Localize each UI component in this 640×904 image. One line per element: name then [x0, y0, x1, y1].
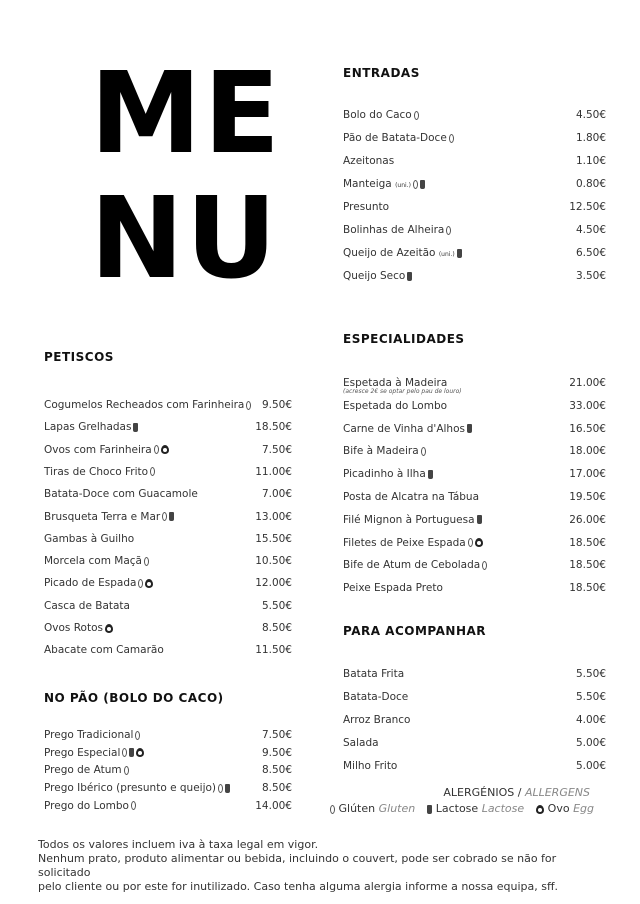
menu-item-price: 18.50€: [255, 421, 292, 434]
footer-line-1: Todos os valores incluem iva à taxa legal em vigor.: [38, 838, 319, 851]
menu-item-price: 17.00€: [569, 468, 606, 481]
menu-item-name: [44, 600, 130, 612]
gluten-icon: [135, 731, 140, 740]
menu-item-price: 9.50€: [261, 746, 292, 759]
section-petiscos: [44, 350, 292, 657]
menu-item: [44, 600, 292, 612]
menu-item-name-text: Tiras de Choco Frito: [44, 465, 149, 478]
menu-item: [44, 555, 292, 567]
gluten-icon: [413, 180, 418, 189]
menu-item-name-text: Espetada à Madeira: [343, 377, 448, 389]
menu-item: [44, 747, 292, 759]
menu-item: [343, 178, 606, 190]
section-para-acompanhar: [343, 624, 606, 772]
menu-item: [343, 224, 606, 236]
menu-item-name: [343, 423, 472, 435]
menu-item: [343, 491, 606, 503]
gluten-icon: [124, 766, 129, 775]
menu-item-name-text: Batata-Doce com Guacamole: [44, 488, 198, 501]
menu-item-name-text: Abacate com Camarão: [44, 644, 164, 657]
section-especialidades: [343, 332, 606, 595]
lactose-icon: [169, 512, 174, 521]
menu-item: [44, 729, 292, 741]
menu-item-name-text: Arroz Branco: [343, 714, 411, 726]
menu-item: [343, 691, 606, 703]
legend-items: [328, 802, 598, 815]
menu-item: [343, 155, 606, 167]
menu-item-name: [44, 729, 140, 741]
menu-item-name: [44, 800, 136, 812]
menu-item-name-text: Posta de Alcatra na Tábua: [343, 491, 480, 503]
menu-item-name: [343, 109, 419, 121]
menu-item-name: [44, 444, 169, 456]
menu-item-name: [343, 559, 487, 571]
menu-item-price: 5.50€: [575, 691, 606, 703]
menu-item: [44, 466, 292, 478]
menu-item-name-text: Carne de Vinha d'Alhos: [343, 422, 465, 435]
menu-item-name-text: Manteiga: [343, 178, 392, 190]
menu-item-name-text: Batata-Doce: [343, 691, 409, 703]
legend-lactose-pt: Lactose: [435, 802, 479, 815]
menu-item-name: [343, 714, 410, 726]
gluten-icon: [218, 784, 223, 793]
menu-item-price: 7.50€: [261, 443, 292, 456]
menu-item-note: (acresce 2€ se optar pelo pau de louro): [343, 388, 462, 395]
menu-item: [44, 577, 292, 589]
menu-item-name-text: Bolinhas de Alheira: [343, 224, 445, 236]
menu-item-price: 5.00€: [575, 760, 606, 772]
menu-item: [343, 247, 606, 259]
gluten-icon: [449, 134, 454, 143]
legend-gluten-en: Gluten: [378, 802, 416, 815]
menu-item-name: [44, 782, 230, 794]
menu-item-price: 10.50€: [255, 555, 292, 568]
lactose-icon: [477, 515, 482, 524]
menu-item-name-text: Ovos Rotos: [44, 622, 103, 634]
menu-item-name-text: Brusqueta Terra e Mar: [44, 510, 161, 523]
allergen-legend: [328, 786, 598, 815]
menu-item-name-text: Prego do Lombo: [44, 799, 129, 812]
footer-line-2: Nenhum prato, produto alimentar ou bebida, incluindo o couvert, pode ser cobrado se não for solicitado: [38, 852, 557, 879]
menu-item-name-text: Picadinho à Ilha: [343, 468, 426, 481]
menu-item-price: 7.00€: [261, 488, 292, 501]
section-title: PETISCOS: [44, 350, 114, 364]
lactose-icon: [428, 470, 433, 479]
menu-item-name: [343, 132, 454, 144]
menu-item-name-text: Azeitonas: [343, 155, 395, 167]
menu-item-name: [44, 466, 155, 478]
menu-item-price: 12.00€: [255, 577, 292, 590]
menu-item: [343, 201, 606, 213]
menu-item: [343, 559, 606, 571]
menu-item-name: [343, 377, 462, 395]
menu-item-name: [343, 201, 389, 213]
section-title: NO PÃO (BOLO DO CACO): [44, 691, 224, 705]
gluten-icon: [421, 447, 426, 456]
menu-item: [343, 400, 606, 412]
menu-item-price: 33.00€: [569, 399, 606, 412]
gluten-icon: [138, 579, 143, 588]
menu-item-name: [343, 760, 397, 772]
menu-item: [44, 488, 292, 500]
menu-item-unit: (uni.): [395, 182, 411, 189]
menu-item: [44, 511, 292, 523]
menu-item-name: [44, 747, 144, 759]
menu-item-name: [343, 737, 379, 749]
menu-item-price: 5.00€: [575, 737, 606, 749]
egg-icon: [475, 538, 483, 547]
menu-item-name: [343, 668, 404, 680]
menu-item-name-text: Bife à Madeira: [343, 445, 419, 458]
lactose-icon: [129, 748, 134, 757]
menu-item-name: [343, 155, 394, 167]
gluten-icon: [414, 111, 419, 120]
gluten-icon: [150, 467, 155, 476]
menu-item: [343, 714, 606, 726]
menu-item-name-text: Picado de Espada: [44, 577, 137, 590]
menu-item-price: 5.50€: [261, 599, 292, 612]
menu-item-name-text: Filé Mignon à Portuguesa: [343, 513, 475, 526]
menu-item-name-text: Prego Ibérico (presunto e queijo): [44, 782, 217, 795]
menu-item-price: 21.00€: [569, 377, 606, 389]
menu-item-name-text: Casca de Batata: [44, 599, 130, 612]
menu-item-name: [343, 400, 447, 412]
menu-item-name: [44, 555, 149, 567]
menu-item-price: 4.50€: [575, 224, 606, 236]
gluten-icon: [131, 801, 136, 810]
legend-lactose: [425, 802, 524, 815]
menu-item-price: 16.50€: [569, 422, 606, 435]
menu-title: [90, 49, 282, 304]
menu-item: [343, 668, 606, 680]
menu-item-name-text: Prego Especial: [44, 746, 121, 759]
legend-gluten-pt: Glúten: [338, 802, 376, 815]
menu-item-name-text: Bolo do Caco: [343, 109, 412, 121]
menu-item: [44, 800, 292, 812]
menu-item-name-text: Filetes de Peixe Espada: [343, 536, 466, 549]
menu-item-name-text: Gambas à Guilho: [44, 532, 135, 545]
menu-item: [343, 468, 606, 480]
menu-item-price: 18.50€: [569, 582, 606, 595]
menu-item-price: 18.50€: [569, 559, 606, 572]
menu-item: [343, 760, 606, 772]
menu-item: [44, 421, 292, 433]
gluten-icon: [144, 557, 149, 566]
legend-heading-sep: /: [514, 786, 525, 799]
menu-item-price: 13.00€: [255, 510, 292, 523]
menu-item-name: [343, 537, 483, 549]
menu-item-name-text: Lapas Grelhadas: [44, 421, 132, 434]
lactose-icon: [420, 180, 425, 189]
menu-item-name-text: Queijo de Azeitão: [343, 247, 436, 259]
menu-item: [44, 782, 292, 794]
lactose-icon: [467, 424, 472, 433]
lactose-icon: [457, 249, 462, 258]
menu-item: [343, 737, 606, 749]
menu-item-price: 26.00€: [569, 513, 606, 526]
egg-icon: [536, 805, 544, 814]
menu-item: [44, 533, 292, 545]
menu-title-line1: ME: [90, 49, 282, 179]
menu-item-name: [44, 622, 113, 634]
menu-item-name: [44, 764, 129, 776]
gluten-icon: [446, 226, 451, 235]
menu-item: [44, 764, 292, 776]
menu-item: [343, 270, 606, 282]
footer-line-3: pelo cliente ou por este for inutilizado. Caso tenha alguma alergia informe a nossa equipa, sff.: [38, 880, 559, 893]
menu-item: [44, 622, 292, 634]
legend-egg: [534, 802, 594, 815]
section-entradas: [343, 66, 606, 282]
lactose-icon: [407, 272, 412, 281]
menu-item-name: [44, 399, 251, 411]
legend-gluten: [328, 802, 415, 815]
menu-item-price: 3.50€: [575, 270, 606, 282]
menu-item-price: 1.80€: [575, 132, 606, 144]
menu-item-name: [44, 421, 138, 433]
lactose-icon: [427, 805, 432, 814]
menu-item-name-text: Ovos com Farinheira: [44, 443, 152, 456]
menu-item-price: 18.00€: [569, 445, 606, 458]
menu-item-name-text: Batata Frita: [343, 668, 405, 680]
menu-item: [343, 377, 606, 395]
menu-item-unit: (uni.): [438, 251, 455, 258]
menu-item-name-text: Espetada do Lombo: [343, 399, 448, 412]
menu-item: [343, 582, 606, 594]
lactose-icon: [133, 423, 138, 432]
footer-notice: [38, 838, 608, 894]
menu-item-price: 12.50€: [569, 201, 606, 213]
menu-item-name-text: Pão de Batata-Doce: [343, 132, 447, 144]
egg-icon: [136, 748, 144, 757]
lactose-icon: [225, 784, 230, 793]
menu-item: [343, 445, 606, 457]
legend-egg-pt: Ovo: [547, 802, 570, 815]
menu-item-name-text: Queijo Seco: [343, 270, 406, 282]
legend-heading: [328, 786, 598, 799]
menu-item: [44, 399, 292, 411]
menu-item-name: [343, 178, 425, 190]
menu-item-name: [44, 511, 174, 523]
menu-item-name: [343, 224, 451, 236]
legend-egg-en: Egg: [573, 802, 594, 815]
menu-item-name-text: Salada: [343, 737, 379, 749]
legend-heading-pt: ALERGÉNIOS: [443, 786, 515, 799]
menu-item-name-text: Cogumelos Recheados com Farinheira: [44, 399, 245, 411]
gluten-icon: [154, 445, 159, 454]
menu-item: [343, 537, 606, 549]
menu-item-name-text: Peixe Espada Preto: [343, 582, 443, 595]
menu-item: [343, 514, 606, 526]
menu-item-name-text: Bife de Atum de Cebolada: [343, 559, 481, 572]
menu-item-name: [343, 691, 408, 703]
menu-item-price: 11.50€: [255, 644, 292, 657]
menu-item-price: 11.00€: [255, 465, 292, 478]
gluten-icon: [330, 805, 335, 814]
menu-item-name: [343, 468, 433, 480]
menu-item: [343, 109, 606, 121]
gluten-icon: [122, 748, 127, 757]
menu-item-price: 5.50€: [575, 668, 606, 680]
menu-item: [44, 444, 292, 456]
menu-item-price: 4.50€: [575, 109, 606, 121]
section-title: PARA ACOMPANHAR: [343, 624, 487, 638]
gluten-icon: [468, 538, 473, 547]
legend-lactose-en: Lactose: [481, 802, 525, 815]
menu-item-price: 19.50€: [569, 491, 606, 503]
gluten-icon: [246, 401, 251, 410]
menu-item-name: [343, 514, 482, 526]
menu-item-name: [44, 533, 134, 545]
menu-item-price: 8.50€: [261, 622, 292, 634]
menu-item-name: [44, 577, 153, 589]
menu-item-name-text: Prego Tradicional: [44, 729, 134, 741]
menu-item-price: 8.50€: [261, 764, 292, 777]
menu-item-price: 14.00€: [255, 799, 292, 812]
menu-item-name: [343, 445, 426, 457]
menu-item-name-text: Prego de Atum: [44, 764, 122, 777]
menu-item: [44, 644, 292, 656]
menu-item-price: 7.50€: [261, 729, 292, 741]
menu-item-price: 4.00€: [575, 714, 606, 726]
menu-item-name: [44, 644, 164, 656]
egg-icon: [161, 445, 169, 454]
menu-item-price: 8.50€: [261, 782, 292, 795]
gluten-icon: [162, 512, 167, 521]
section-title: ESPECIALIDADES: [343, 332, 465, 346]
egg-icon: [145, 579, 153, 588]
menu-item-price: 18.50€: [569, 536, 606, 549]
egg-icon: [105, 624, 113, 633]
menu-item-name-text: Presunto: [343, 201, 390, 213]
menu-item: [343, 423, 606, 435]
menu-item-price: 0.80€: [575, 178, 606, 190]
menu-title-line2: NU: [90, 174, 279, 304]
menu-item-name: [44, 488, 198, 500]
menu-item-name: [343, 582, 443, 594]
legend-heading-en: ALLERGENS: [524, 786, 590, 799]
section-no-pao: [44, 691, 292, 812]
menu-item-name: [343, 491, 479, 503]
menu-item-price: 9.50€: [261, 399, 292, 411]
menu-item-price: 15.50€: [255, 532, 292, 545]
section-title: ENTRADAS: [343, 66, 420, 80]
gluten-icon: [482, 561, 487, 570]
menu-item-name-text: Morcela com Maçã: [44, 555, 142, 568]
menu-item-price: 6.50€: [575, 247, 606, 259]
menu-item-name: [343, 270, 412, 282]
menu-item-name: [343, 247, 462, 259]
menu-item-price: 1.10€: [575, 155, 606, 167]
menu-item: [343, 132, 606, 144]
menu-item-name-text: Milho Frito: [343, 760, 398, 772]
